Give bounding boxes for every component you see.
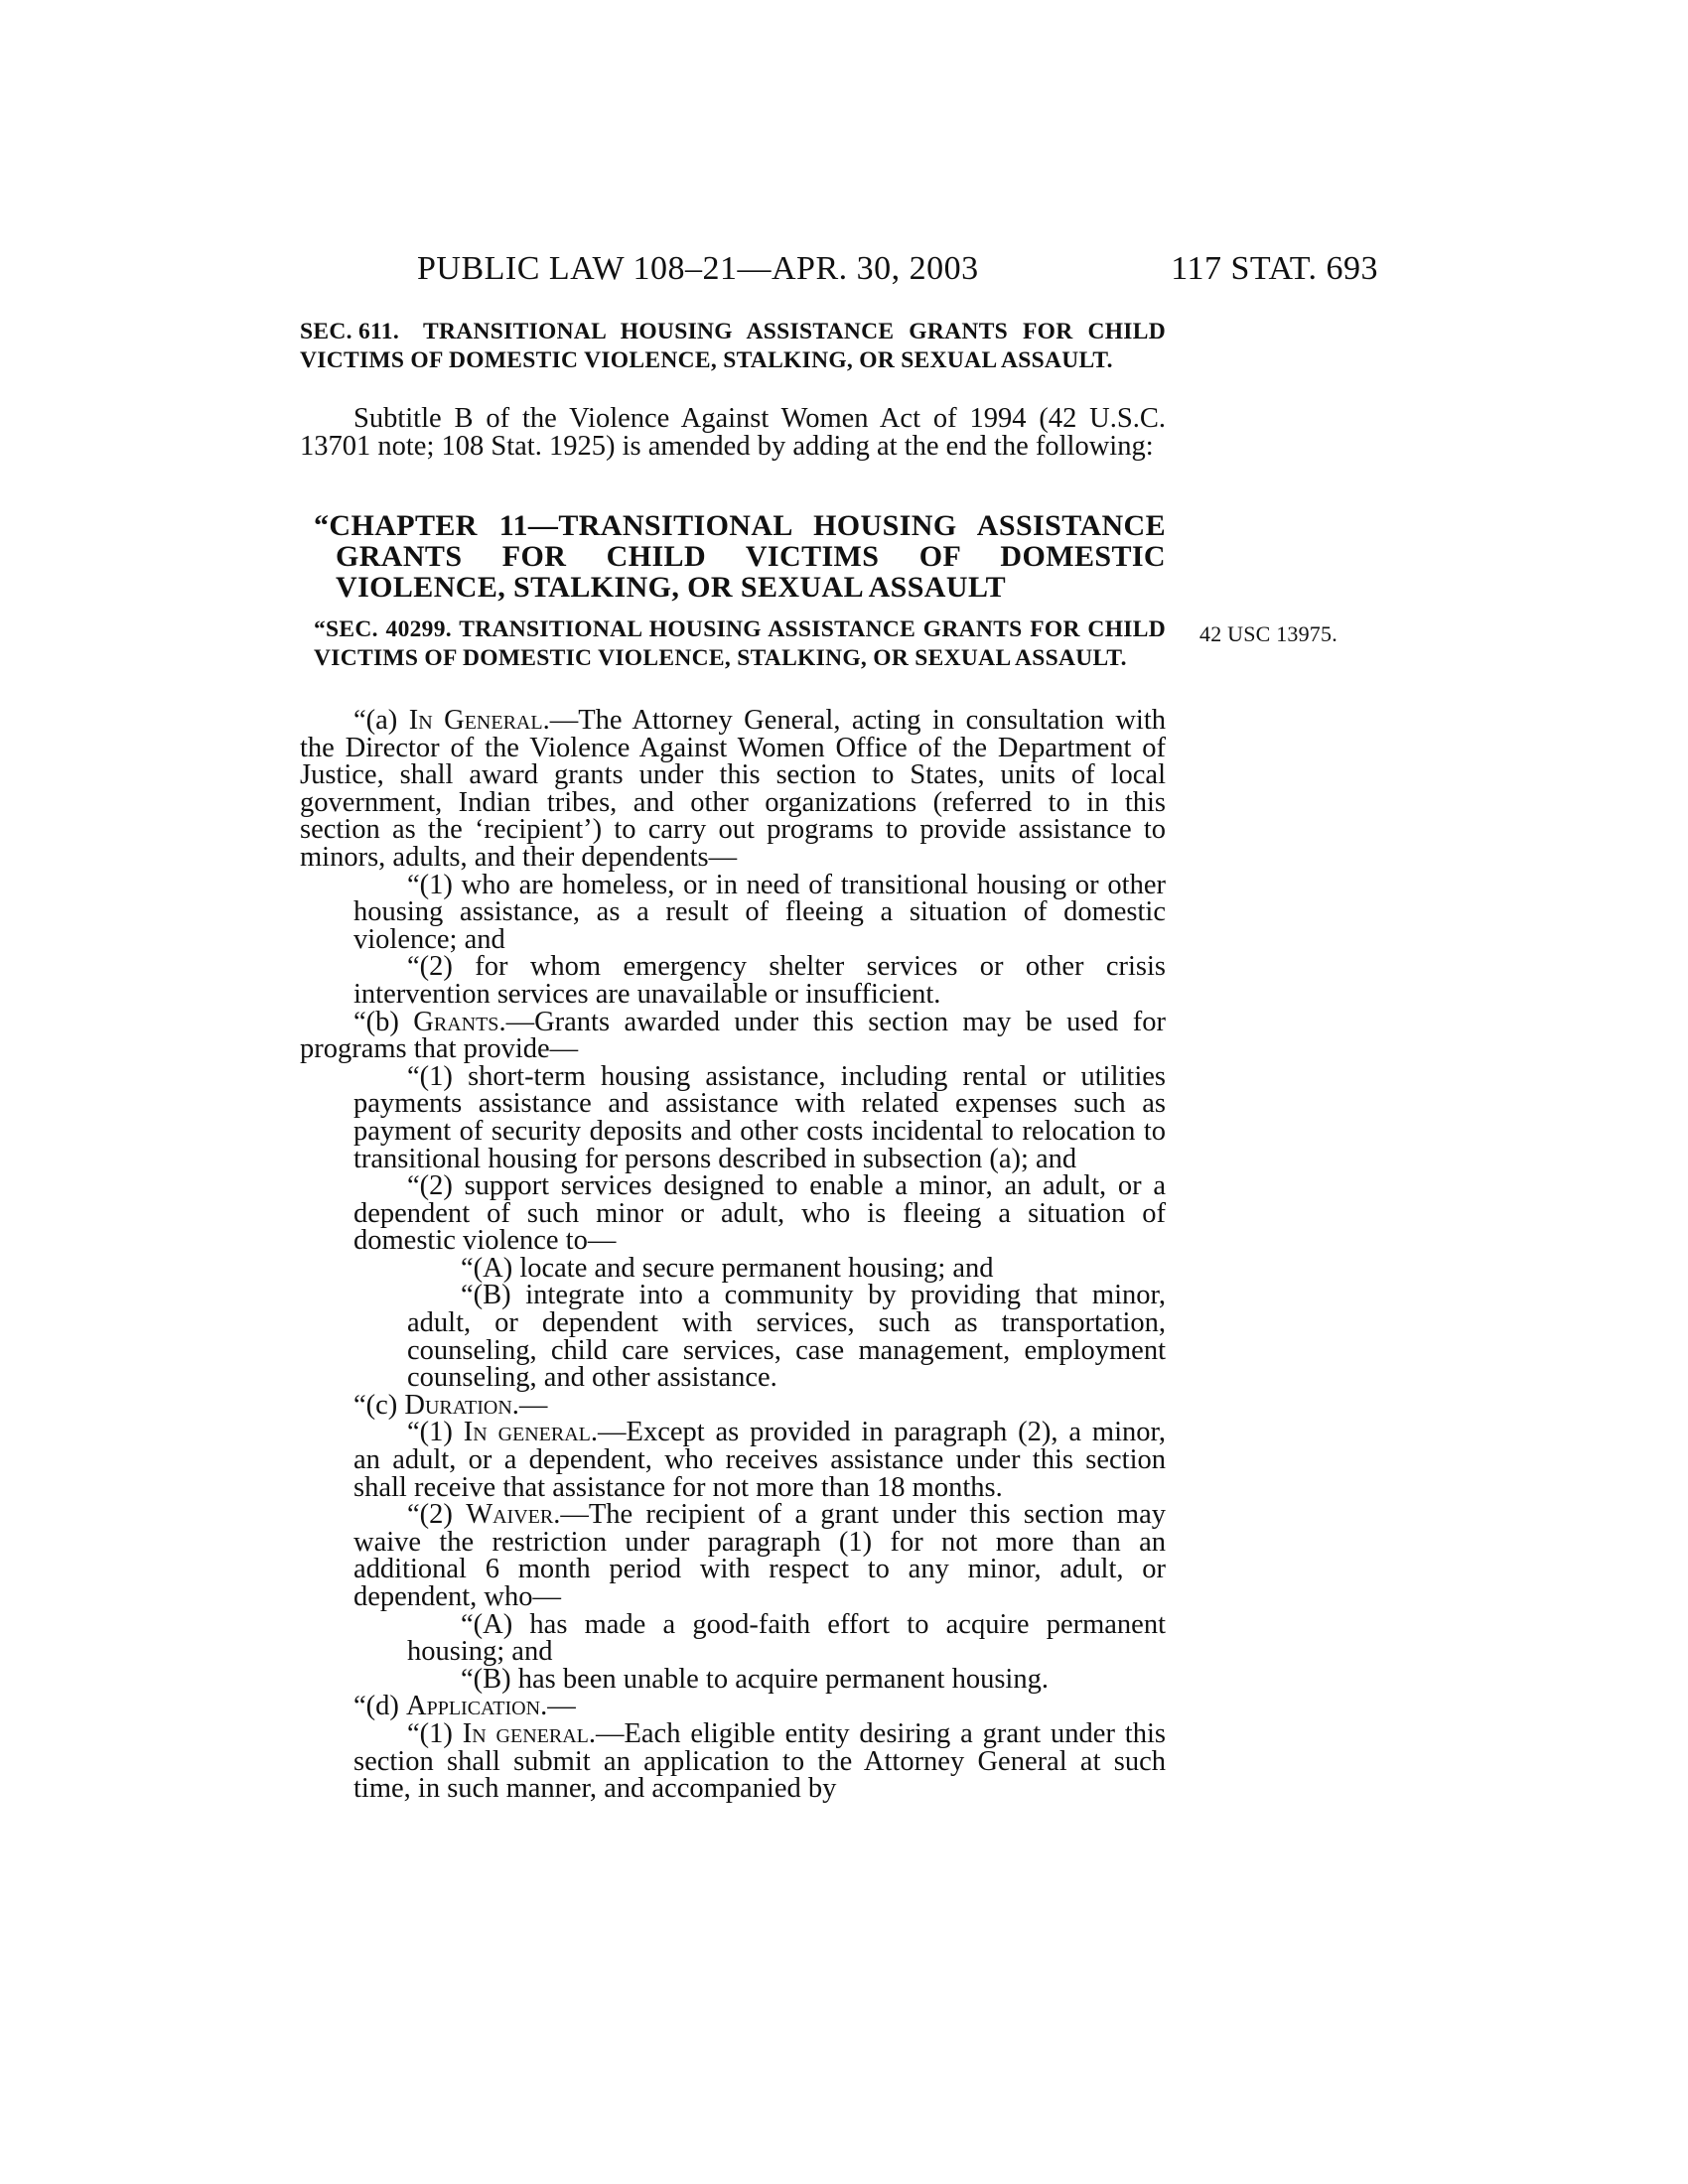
page-stat-number: 117 STAT. 693 [1171, 250, 1378, 287]
chapter-heading [314, 510, 1166, 603]
margin-citation: 42 USC 13975. [1199, 621, 1337, 646]
paragraph-b1: “(1) short-term housing assistance, including rental or utilities payments assistance and assistance with related expenses such as payment of security deposits and other costs incidental to relocation to transitional housing for persons described in subsection (a); and [353, 1060, 1166, 1174]
section-611-heading [300, 318, 1166, 407]
intro-paragraph [300, 405, 1166, 460]
subparagraph-c2b: “(B) has been unable to acquire permanent housing. [461, 1663, 1049, 1695]
subparagraph-b2b: “(B) integrate into a community by providing that minor, adult, or dependent with services, such as transportation, counseling, child care services, case management, employment counseling, and other assistance. [407, 1280, 1166, 1394]
subsection-b-heading: Grants [413, 1006, 499, 1037]
running-head-title: PUBLIC LAW 108–21—APR. 30, 2003 [417, 250, 979, 287]
paragraph-c2-heading: Waiver [466, 1499, 554, 1531]
subsection-b: “(b) Grants.—Grants awarded under this section may be used for programs that provide— [300, 1006, 1166, 1065]
paragraph-b2: “(2) support services designed to enable a minor, an adult, or a dependent of such minor or adult, who is fleeing a situation of domestic violence to— [353, 1170, 1166, 1257]
subsection-c: “(c) Duration.— [353, 1389, 548, 1421]
intro-text: Subtitle B of the Violence Against Women Act of 1994 (42 U.S.C. 13701 note; 108 Stat. 1925) is amended by adding at the end the following: [300, 403, 1166, 462]
paragraph-c2: “(2) Waiver.—The recipient of a grant under this section may waive the restriction under paragraph (1) for not more than an additional 6 month period with respect to any minor, adult, or dependent, who— [353, 1499, 1166, 1612]
chapter-heading-text: “CHAPTER 11—TRANSITIONAL HOUSING ASSISTANCE GRANTS FOR CHILD VICTIMS OF DOMESTIC VIOLENCE, STALKING, OR SEXUAL ASSAULT [314, 509, 1166, 604]
section-611-title: TRANSITIONAL HOUSING ASSISTANCE GRANTS FOR CHILD VICTIMS OF DOMESTIC VIOLENCE, STALKING, OR SEXUAL ASSAULT. [300, 319, 1166, 373]
paragraph-d1-heading: In general [462, 1717, 589, 1749]
paragraph-c1: “(1) In general.—Except as provided in paragraph (2), a minor, an adult, or a dependent, who receives assistance under this section shall receive that assistance for not more than 18 months. [353, 1417, 1166, 1503]
subsection-c-heading: Duration [404, 1389, 512, 1421]
section-40299-title-text: TRANSITIONAL HOUSING ASSISTANCE GRANTS FOR CHILD VICTIMS OF DOMESTIC VIOLENCE, STALKING, OR SEXUAL ASSAULT. [314, 616, 1166, 671]
section-611-label: SEC. 611. [300, 319, 399, 344]
paragraph-a2: “(2) for whom emergency shelter services or other crisis intervention services are unavailable or insufficient. [353, 951, 1166, 1010]
subparagraph-c2a: “(A) has made a good-faith effort to acquire permanent housing; and [407, 1608, 1166, 1668]
running-head [298, 250, 1378, 294]
paragraph-c1-heading: In general [463, 1417, 591, 1448]
subsection-d-heading: Application [406, 1691, 541, 1722]
subsection-a-heading: In General [408, 705, 543, 736]
paragraph-d1: “(1) In general.—Each eligible entity desiring a grant under this section shall submit an application to the Attorney General at such time, in such manner, and accompanied by [353, 1717, 1166, 1805]
subsection-d: “(d) Application.— [353, 1691, 576, 1722]
subsection-a: “(a) In General.—The Attorney General, acting in consultation with the Director of the Violence Against Women Office of the Department of Justice, shall award grants under this section to States, units of local government, Indian tribes, and other organizations (referred to in this section as the ‘recipient’) to carry out programs to provide assistance to minors, adults, and their dependents— [300, 705, 1166, 873]
subparagraph-b2a: “(A) locate and secure permanent housing; and [461, 1252, 994, 1284]
section-40299-title [314, 615, 1166, 673]
section-body [300, 707, 1166, 1803]
section-40299-heading [314, 615, 1166, 705]
paragraph-a1: “(1) who are homeless, or in need of transitional housing or other housing assistance, as a result of fleeing a situation of domestic violence; and [353, 869, 1166, 955]
section-40299-label: “SEC. 40299. [314, 616, 452, 642]
